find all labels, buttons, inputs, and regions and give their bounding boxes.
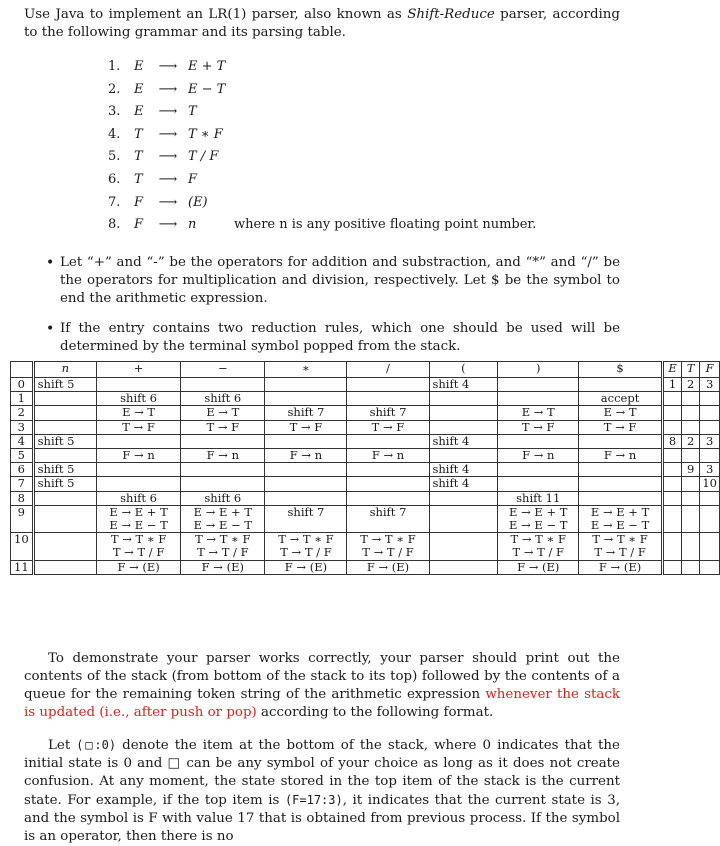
table-row xyxy=(11,449,720,463)
goto-cell xyxy=(700,491,720,505)
action-cell: T → F xyxy=(265,420,347,434)
rule-num: 6. xyxy=(108,171,121,187)
action-cell xyxy=(579,434,663,448)
rule-arrow: ⟶ xyxy=(158,126,178,142)
goto-cell xyxy=(700,505,720,532)
rule-arrow: ⟶ xyxy=(158,171,178,187)
goto-cell xyxy=(662,406,681,420)
table-row xyxy=(11,406,720,420)
action-cell xyxy=(265,434,347,448)
action-cell xyxy=(33,449,96,463)
action-cell: shift 6 xyxy=(181,392,265,406)
action-cell xyxy=(96,477,180,491)
action-cell: E → T xyxy=(498,406,579,420)
action-cell: T → T ∗ F T → T / F xyxy=(96,533,180,560)
table-row xyxy=(11,434,720,448)
state-number: 6 xyxy=(11,463,34,477)
action-cell: T → T ∗ F T → T / F xyxy=(347,533,429,560)
table-row xyxy=(11,533,720,560)
grammar-rule xyxy=(108,214,536,237)
rule-lhs: E xyxy=(134,104,144,120)
rule-num: 8. xyxy=(108,217,121,233)
action-cell xyxy=(347,392,429,406)
action-cell xyxy=(579,477,663,491)
state-number: 5 xyxy=(11,449,34,463)
action-cell: T → F xyxy=(96,420,180,434)
grammar-rule xyxy=(108,169,536,192)
rule-num: 4. xyxy=(108,126,121,142)
action-cell: shift 6 xyxy=(96,392,180,406)
action-cell: F → (E) xyxy=(498,560,579,574)
action-cell: F → (E) xyxy=(347,560,429,574)
action-cell xyxy=(265,477,347,491)
goto-cell: 10 xyxy=(700,477,720,491)
rule-arrow: ⟶ xyxy=(158,59,178,74)
action-cell: shift 4 xyxy=(429,434,498,448)
action-cell: F → n xyxy=(347,449,429,463)
action-cell xyxy=(96,378,180,392)
action-cell: E → T xyxy=(181,406,265,420)
rule-note: where n is any positive floating point number. xyxy=(234,217,537,233)
goto-cell: 9 xyxy=(682,463,700,477)
action-header: n xyxy=(33,362,96,378)
action-cell xyxy=(33,505,96,532)
rule-rhs: n xyxy=(188,217,197,233)
action-cell: T → F xyxy=(181,420,265,434)
action-cell: shift 7 xyxy=(347,505,429,532)
rule-lhs: F xyxy=(134,194,144,210)
state-number: 8 xyxy=(11,491,34,505)
action-cell: E → E + T E → E − T xyxy=(579,505,663,532)
action-cell: F → n xyxy=(498,449,579,463)
action-cell xyxy=(347,477,429,491)
action-cell xyxy=(579,378,663,392)
action-cell: F → n xyxy=(265,449,347,463)
action-cell: F → (E) xyxy=(181,560,265,574)
parsing-table xyxy=(10,361,720,575)
goto-cell xyxy=(700,392,720,406)
state-number: 7 xyxy=(11,477,34,491)
action-cell xyxy=(579,491,663,505)
goto-cell xyxy=(700,449,720,463)
action-cell xyxy=(265,491,347,505)
action-header: ( xyxy=(429,362,498,378)
action-cell: E → E + T E → E − T xyxy=(96,505,180,532)
goto-header: E xyxy=(662,362,681,378)
rule-rhs: (E) xyxy=(188,194,208,210)
goto-cell xyxy=(700,533,720,560)
bullet-operators: • Let “+” and “-” be the operators for addition and substraction, and “*” and “/” be the operators for multiplication and division, respectively. Let $ be the symbol to end the arithmetic expression. xyxy=(46,255,620,306)
state-number: 1 xyxy=(11,392,34,406)
goto-cell xyxy=(662,560,681,574)
rule-rhs: E − T xyxy=(188,81,226,97)
goto-cell xyxy=(682,477,700,491)
rule-num: 1. xyxy=(108,59,121,74)
goto-cell xyxy=(662,505,681,532)
action-cell: shift 7 xyxy=(347,406,429,420)
goto-cell xyxy=(700,560,720,574)
grammar-rule xyxy=(108,101,536,124)
rule-lhs: E xyxy=(134,81,144,97)
action-header: $ xyxy=(579,362,663,378)
action-cell xyxy=(498,477,579,491)
grammar-rule xyxy=(108,192,536,215)
table-row xyxy=(11,505,720,532)
intro-paragraph: Use Java to implement an LR(1) parser, also known as Shift-Reduce parser, according to the following grammar and its parsing table. xyxy=(24,7,620,40)
grammar-rule xyxy=(108,124,536,147)
action-cell: E → E + T E → E − T xyxy=(181,505,265,532)
action-cell: F → n xyxy=(96,449,180,463)
goto-cell xyxy=(682,560,700,574)
action-cell xyxy=(181,463,265,477)
goto-cell xyxy=(700,420,720,434)
rule-num: 5. xyxy=(108,149,121,165)
demo-paragraph: To demonstrate your parser works correctly, your parser should print out the contents of the stack (from bottom of the stack to its top) followed by the contents of a queue for the remaining token string of the arithmetic expression whenever the stack is updated (i.e., after push or pop) according to the following format. xyxy=(24,651,620,720)
action-header: / xyxy=(347,362,429,378)
action-cell xyxy=(429,449,498,463)
stack-item-paragraph: Let (□:0) denote the item at the bottom of the stack, where 0 indicates that the initial state is 0 and □ can be any symbol of your choice as long as it does not create confusion. At any moment, the state stored in the top item of the stack is the current state. For example, if the top item is (F=17:3), it indicates that the current state is 3, and the symbol is F with value 17 that is obtained from previous process. If the symbol is an operator, then there is no xyxy=(24,738,620,844)
action-cell xyxy=(429,560,498,574)
action-cell xyxy=(265,463,347,477)
action-cell xyxy=(96,463,180,477)
goto-cell xyxy=(682,449,700,463)
goto-cell xyxy=(662,491,681,505)
action-cell: shift 5 xyxy=(33,378,96,392)
action-cell xyxy=(181,477,265,491)
action-cell xyxy=(429,533,498,560)
goto-cell: 3 xyxy=(700,463,720,477)
action-cell xyxy=(429,420,498,434)
action-cell: E → T xyxy=(579,406,663,420)
bullet-reduction-rule: • If the entry contains two reduction rules, which one should be used will be determined by the terminal symbol popped from the stack. xyxy=(46,321,620,354)
action-cell xyxy=(33,392,96,406)
goto-cell: 2 xyxy=(682,378,700,392)
goto-header: F xyxy=(700,362,720,378)
goto-cell: 3 xyxy=(700,434,720,448)
action-cell xyxy=(498,434,579,448)
action-cell: F → n xyxy=(181,449,265,463)
grammar-rule xyxy=(108,146,536,169)
rule-rhs: T ∗ F xyxy=(188,126,223,142)
goto-cell xyxy=(662,463,681,477)
goto-header: T xyxy=(682,362,700,378)
goto-cell xyxy=(682,505,700,532)
action-cell xyxy=(265,392,347,406)
action-cell: accept xyxy=(579,392,663,406)
goto-cell: 2 xyxy=(682,434,700,448)
rule-num: 7. xyxy=(108,194,121,210)
action-cell: F → (E) xyxy=(579,560,663,574)
action-cell: shift 6 xyxy=(96,491,180,505)
action-cell xyxy=(347,491,429,505)
goto-cell xyxy=(682,392,700,406)
goto-cell xyxy=(662,533,681,560)
rule-rhs: E + T xyxy=(188,59,226,74)
rule-lhs: E xyxy=(134,59,144,74)
action-cell: T → T ∗ F T → T / F xyxy=(498,533,579,560)
action-cell xyxy=(181,434,265,448)
table-row xyxy=(11,378,720,392)
goto-cell xyxy=(662,392,681,406)
rule-arrow: ⟶ xyxy=(158,81,178,97)
goto-cell xyxy=(700,406,720,420)
action-cell: shift 11 xyxy=(498,491,579,505)
action-cell: F → (E) xyxy=(96,560,180,574)
action-cell: shift 6 xyxy=(181,491,265,505)
action-cell: T → F xyxy=(498,420,579,434)
action-header: + xyxy=(96,362,180,378)
state-number: 11 xyxy=(11,560,34,574)
state-number: 9 xyxy=(11,505,34,532)
action-cell: T → F xyxy=(347,420,429,434)
action-cell: T → T ∗ F T → T / F xyxy=(265,533,347,560)
rule-num: 2. xyxy=(108,81,121,97)
action-cell xyxy=(33,560,96,574)
goto-cell xyxy=(662,420,681,434)
action-cell: shift 7 xyxy=(265,406,347,420)
state-number: 10 xyxy=(11,533,34,560)
action-cell xyxy=(265,378,347,392)
action-cell xyxy=(33,491,96,505)
action-cell xyxy=(96,434,180,448)
rule-lhs: T xyxy=(134,171,143,187)
action-cell xyxy=(429,406,498,420)
action-cell xyxy=(181,378,265,392)
action-cell: T → F xyxy=(579,420,663,434)
rule-rhs: T / F xyxy=(188,149,219,165)
state-number: 0 xyxy=(11,378,34,392)
rule-arrow: ⟶ xyxy=(158,149,178,165)
action-cell xyxy=(429,491,498,505)
action-cell xyxy=(429,505,498,532)
table-row xyxy=(11,463,720,477)
grammar-rule xyxy=(108,56,536,79)
action-cell: E → T xyxy=(96,406,180,420)
grammar-rule xyxy=(108,79,536,102)
goto-cell xyxy=(662,477,681,491)
action-cell: F → (E) xyxy=(265,560,347,574)
goto-cell: 1 xyxy=(662,378,681,392)
action-cell xyxy=(33,533,96,560)
goto-cell: 8 xyxy=(662,434,681,448)
rule-num: 3. xyxy=(108,104,121,120)
goto-cell xyxy=(682,420,700,434)
table-corner xyxy=(11,362,34,378)
table-row xyxy=(11,392,720,406)
action-cell xyxy=(347,378,429,392)
action-cell xyxy=(498,378,579,392)
action-cell: shift 4 xyxy=(429,463,498,477)
action-cell xyxy=(347,434,429,448)
rule-arrow: ⟶ xyxy=(158,217,178,233)
action-cell xyxy=(347,463,429,477)
goto-cell xyxy=(682,533,700,560)
rule-arrow: ⟶ xyxy=(158,104,178,120)
state-number: 2 xyxy=(11,406,34,420)
action-cell: shift 7 xyxy=(265,505,347,532)
action-cell xyxy=(579,463,663,477)
action-cell xyxy=(33,420,96,434)
action-cell: shift 5 xyxy=(33,463,96,477)
goto-cell: 3 xyxy=(700,378,720,392)
rule-lhs: T xyxy=(134,149,143,165)
action-cell: shift 4 xyxy=(429,477,498,491)
table-row xyxy=(11,420,720,434)
action-cell: shift 5 xyxy=(33,477,96,491)
action-cell xyxy=(429,392,498,406)
table-row xyxy=(11,560,720,574)
rule-lhs: F xyxy=(134,217,144,233)
action-cell: shift 4 xyxy=(429,378,498,392)
table-row xyxy=(11,477,720,491)
rule-rhs: F xyxy=(188,171,198,187)
action-cell xyxy=(33,406,96,420)
rule-arrow: ⟶ xyxy=(158,194,178,210)
rule-rhs: T xyxy=(188,104,197,120)
rule-lhs: T xyxy=(134,126,143,142)
goto-cell xyxy=(662,449,681,463)
action-cell: T → T ∗ F T → T / F xyxy=(579,533,663,560)
goto-cell xyxy=(682,491,700,505)
action-cell: shift 5 xyxy=(33,434,96,448)
state-number: 3 xyxy=(11,420,34,434)
action-header: ) xyxy=(498,362,579,378)
action-cell xyxy=(498,392,579,406)
action-cell: E → E + T E → E − T xyxy=(498,505,579,532)
action-header: ∗ xyxy=(265,362,347,378)
action-header: − xyxy=(181,362,265,378)
state-number: 4 xyxy=(11,434,34,448)
action-cell: T → T ∗ F T → T / F xyxy=(181,533,265,560)
grammar-rules xyxy=(108,56,536,237)
action-cell: F → n xyxy=(579,449,663,463)
table-row xyxy=(11,491,720,505)
goto-cell xyxy=(682,406,700,420)
action-cell xyxy=(498,463,579,477)
